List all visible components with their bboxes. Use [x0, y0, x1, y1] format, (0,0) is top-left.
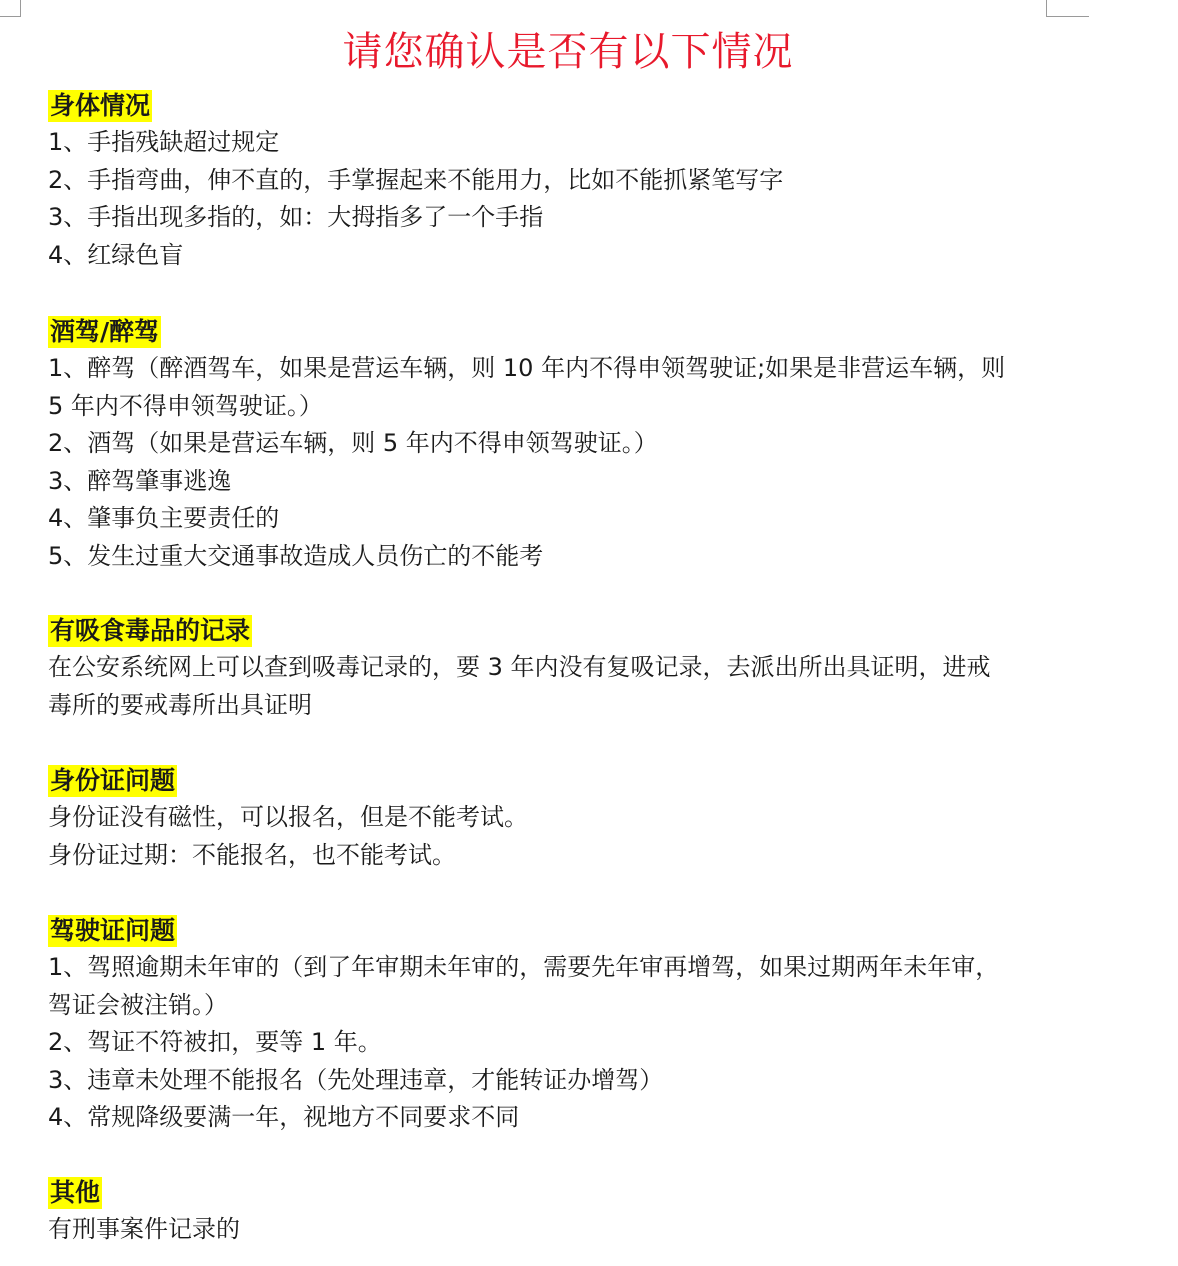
- list-item: 2、酒驾（如果是营运车辆，则 5 年内不得申领驾驶证。）: [48, 429, 658, 457]
- section-heading: 有吸食毒品的记录: [50, 616, 251, 645]
- section-physical-condition: [48, 90, 783, 274]
- section-lines: [48, 949, 999, 1137]
- section-drug-record: [48, 615, 991, 724]
- section-other: [48, 1177, 240, 1249]
- section-id-card-issues: [48, 765, 528, 874]
- list-item: 在公安系统网上可以查到吸毒记录的，要 3 年内没有复吸记录，去派出所出具证明，进戒: [48, 653, 991, 681]
- section-heading: 身体情况: [50, 91, 151, 120]
- list-item: 驾证会被注销。）: [48, 990, 228, 1019]
- section-drunk-driving: [48, 316, 1005, 575]
- list-item: 1、手指残缺超过规定: [48, 128, 280, 156]
- list-item: 毒所的要戒毒所出具证明: [48, 690, 312, 719]
- list-item: 2、驾证不符被扣，要等 1 年。: [48, 1028, 382, 1056]
- section-lines: [48, 1211, 240, 1249]
- list-item: 4、常规降级要满一年，视地方不同要求不同: [48, 1103, 520, 1131]
- list-item: 1、驾照逾期未年审的（到了年审期未年审的，需要先年审再增驾，如果过期两年未年审，: [48, 953, 1000, 981]
- list-item: 5 年内不得申领驾驶证。）: [48, 391, 323, 420]
- list-item: 3、违章未处理不能报名（先处理违章，才能转证办增驾）: [48, 1065, 664, 1094]
- page-corner-mark-left: [0, 0, 21, 17]
- list-item: 1、醉驾（醉酒驾车，如果是营运车辆，则 10 年内不得申领驾驶证;如果是非营运车辆，则: [48, 354, 1006, 382]
- list-item: 身份证过期：不能报名，也不能考试。: [48, 840, 456, 869]
- list-item: 4、肇事负主要责任的: [48, 504, 280, 532]
- section-heading: 身份证问题: [50, 766, 176, 795]
- section-heading: 酒驾/醉驾: [50, 317, 160, 346]
- list-item: 5、发生过重大交通事故造成人员伤亡的不能考: [48, 541, 544, 570]
- section-lines: [48, 649, 991, 724]
- section-heading: 其他: [50, 1178, 101, 1207]
- page-title: 请您确认是否有以下情况: [342, 29, 794, 75]
- list-item: 3、手指出现多指的，如：大拇指多了一个手指: [48, 203, 544, 231]
- page-corner-mark-right: [1046, 0, 1089, 17]
- list-item: 4、红绿色盲: [48, 240, 184, 269]
- section-lines: [48, 124, 783, 274]
- section-license-issues: [48, 915, 999, 1137]
- section-heading: 驾驶证问题: [50, 916, 176, 945]
- list-item: 身份证没有磁性，可以报名，但是不能考试。: [48, 803, 528, 831]
- list-item: 3、醉驾肇事逃逸: [48, 466, 232, 495]
- section-lines: [48, 350, 1005, 575]
- section-lines: [48, 799, 528, 874]
- list-item: 有刑事案件记录的: [48, 1215, 240, 1243]
- list-item: 2、手指弯曲，伸不直的，手掌握起来不能用力，比如不能抓紧笔写字: [48, 165, 784, 194]
